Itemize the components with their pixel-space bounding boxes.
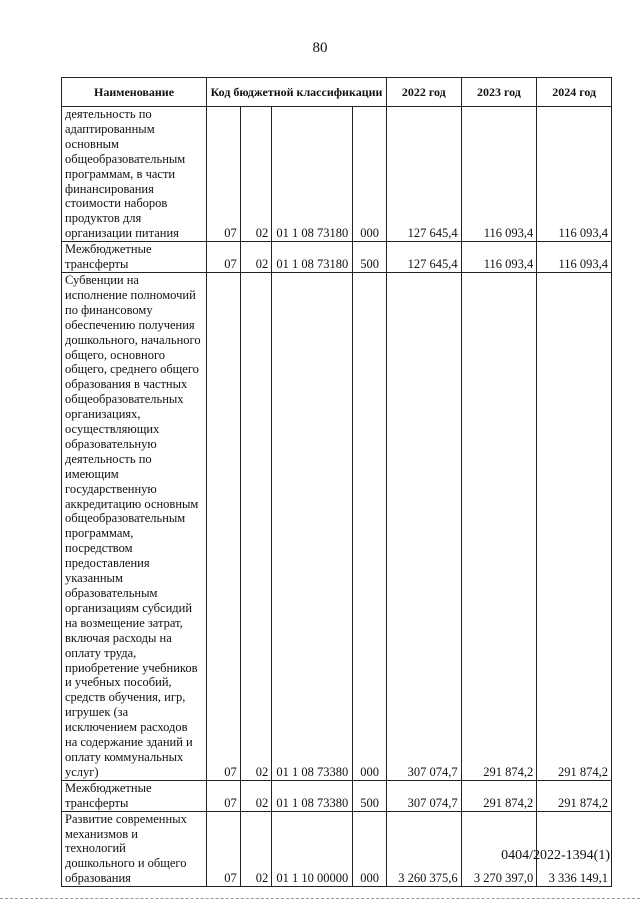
row-value-2024: 116 093,4 xyxy=(537,107,612,242)
table-header-row xyxy=(62,78,612,107)
page-number: 80 xyxy=(312,40,328,56)
row-section: 07 xyxy=(207,242,241,273)
row-name: Межбюджетные трансферты xyxy=(62,242,207,273)
row-subsection: 02 xyxy=(240,780,272,811)
row-expense-type: 000 xyxy=(353,811,387,887)
row-section: 07 xyxy=(207,780,241,811)
row-subsection: 02 xyxy=(240,242,272,273)
row-subsection: 02 xyxy=(240,272,272,780)
row-value-2024: 116 093,4 xyxy=(537,242,612,273)
document-code: 0404/2022-1394(1) xyxy=(501,848,610,863)
row-section: 07 xyxy=(207,272,241,780)
row-subsection: 02 xyxy=(240,811,272,887)
row-value-2022: 3 260 375,6 xyxy=(386,811,461,887)
row-value-2023: 291 874,2 xyxy=(461,272,537,780)
row-expense-type: 500 xyxy=(353,242,387,273)
row-name: деятельность по адаптированным основным общеобразовательным программам, в части финансирования стоимости наборов продуктов для организации питания xyxy=(62,107,207,242)
budget-table xyxy=(61,77,612,887)
row-target-article: 01 1 08 73380 xyxy=(272,780,353,811)
row-name: Развитие современных механизмов и технологий дошкольного и общего образования xyxy=(62,811,207,887)
row-section: 07 xyxy=(207,811,241,887)
row-section: 07 xyxy=(207,107,241,242)
row-value-2024: 3 336 149,1 xyxy=(537,811,612,887)
header-year-2024: 2024 год xyxy=(537,78,612,107)
page-bottom-divider xyxy=(0,898,640,899)
row-value-2023: 116 093,4 xyxy=(461,107,537,242)
row-value-2024: 291 874,2 xyxy=(537,272,612,780)
row-value-2022: 307 074,7 xyxy=(386,780,461,811)
table-row xyxy=(62,242,612,273)
header-year-2022: 2022 год xyxy=(386,78,461,107)
table-row xyxy=(62,780,612,811)
row-value-2023: 291 874,2 xyxy=(461,780,537,811)
row-value-2022: 307 074,7 xyxy=(386,272,461,780)
row-target-article: 01 1 08 73180 xyxy=(272,242,353,273)
row-expense-type: 500 xyxy=(353,780,387,811)
table-row xyxy=(62,107,612,242)
row-target-article: 01 1 08 73180 xyxy=(272,107,353,242)
row-expense-type: 000 xyxy=(353,272,387,780)
row-value-2023: 3 270 397,0 xyxy=(461,811,537,887)
header-year-2023: 2023 год xyxy=(461,78,537,107)
row-value-2022: 127 645,4 xyxy=(386,242,461,273)
row-target-article: 01 1 08 73380 xyxy=(272,272,353,780)
row-name: Межбюджетные трансферты xyxy=(62,780,207,811)
row-expense-type: 000 xyxy=(353,107,387,242)
row-value-2024: 291 874,2 xyxy=(537,780,612,811)
row-target-article: 01 1 10 00000 xyxy=(272,811,353,887)
row-value-2022: 127 645,4 xyxy=(386,107,461,242)
row-name: Субвенции на исполнение полномочий по финансовому обеспечению получения дошкольного, начального общего, основного общего, среднего общего образования в частных общеобразовательных организациях, осуществляющих образовательную деятельность по имеющим государственную аккредитацию основным общеобразовательным программам, посредством предоставления указанным образовательным организациям субсидий на возмещение затрат, включая расходы на оплату труда, приобретение учебников и учебных пособий, средств обучения, игр, игрушек (за исключением расходов на содержание зданий и оплату коммунальных услуг) xyxy=(62,272,207,780)
table-row xyxy=(62,272,612,780)
header-code: Код бюджетной классификации xyxy=(207,78,387,107)
row-subsection: 02 xyxy=(240,107,272,242)
header-name: Наименование xyxy=(62,78,207,107)
row-value-2023: 116 093,4 xyxy=(461,242,537,273)
